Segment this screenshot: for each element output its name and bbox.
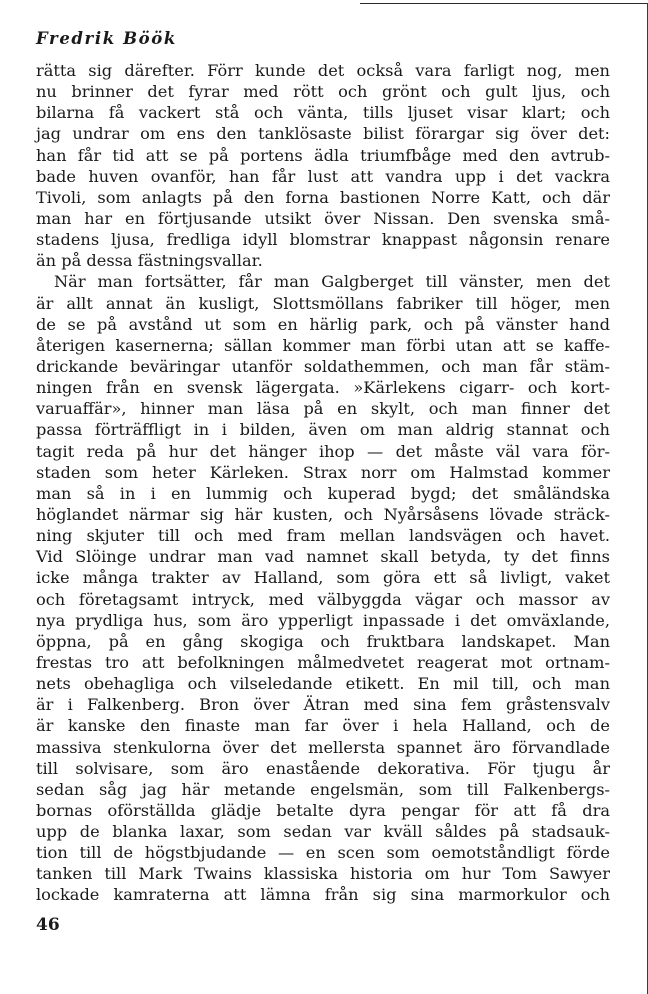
text-line: nets obehagliga och vilseledande etikett. En mil till, och man	[36, 674, 610, 694]
text-line: ning skjuter till och med fram mellan landsvägen och havet.	[36, 526, 610, 546]
text-line: icke många trakter av Halland, som göra ett så livligt, vaket	[36, 568, 610, 588]
text-line: man har en förtjusande utsikt över Nissan. Den svenska små-	[36, 208, 610, 228]
text-line: man så in i en lummig och kuperad bygd; det småländska	[36, 483, 610, 503]
text-line: upp de blanka laxar, som sedan var kväll såldes på stadsauk-	[36, 822, 610, 842]
text-line: staden som heter Kärleken. Strax norr om Halmstad kommer	[36, 462, 610, 482]
running-head: Fredrik Böök	[36, 29, 177, 48]
text-line: till solvisare, som äro enastående dekorativa. För tjugu år	[36, 758, 610, 778]
text-line: drickande beväringar utanför soldathemmen, och man får stäm-	[36, 356, 610, 376]
text-line: frestas tro att befolkningen målmedvetet reagerat mot ortnam-	[36, 652, 610, 672]
text-line: Tivoli, som anlagts på den forna bastionen Norre Katt, och där	[36, 187, 610, 207]
text-line: och företagsamt intryck, med välbyggda vägar och massor av	[36, 589, 610, 609]
top-border-line	[360, 3, 648, 4]
paragraph-start-line: När man fortsätter, får man Galgberget till vänster, men det	[54, 272, 610, 292]
text-line: massiva stenkulorna över det mellersta spannet äro förvandlade	[36, 737, 610, 757]
text-line: lockade kamraterna att lämna från sig sina marmorkulor och	[36, 885, 610, 905]
text-line: Vid Slöinge undrar man vad namnet skall betyda, ty det finns	[36, 547, 610, 567]
text-line: ningen från en svensk lägergata. »Kärlekens cigarr- och kort-	[36, 378, 610, 398]
text-line: är allt annat än kusligt, Slottsmöllans fabriker till höger, men	[36, 293, 610, 313]
text-line: jag undrar om ens den tanklösaste bilist förargar sig över det:	[36, 124, 610, 144]
text-line: passa förträffligt in i bilden, även om man aldrig stannat och	[36, 420, 610, 440]
text-line: sedan såg jag här metande engelsmän, som till Falkenbergs-	[36, 779, 610, 799]
text-line: de se på avstånd ut som en härlig park, och på vänster hand	[36, 314, 610, 334]
text-line: är kanske den finaste man far över i hela Halland, och de	[36, 716, 610, 736]
text-line: tanken till Mark Twains klassiska historia om hur Tom Sawyer	[36, 864, 610, 884]
text-line: tagit reda på hur det hänger ihop — det måste väl vara för-	[36, 441, 610, 461]
paragraph-end-line: än på dessa fästningsvallar.	[36, 251, 263, 271]
text-line: är i Falkenberg. Bron över Ätran med sina fem gråstensvalv	[36, 695, 610, 715]
text-line: bade huven ovanför, han får lust att vandra upp i det vackra	[36, 166, 610, 186]
text-line: rätta sig därefter. Förr kunde det också vara farligt nog, men	[36, 61, 610, 80]
text-line: öppna, på en gång skogiga och fruktbara landskapet. Man	[36, 631, 610, 651]
text-line: stadens ljusa, fredliga idyll blomstrar knappast någonsin renare	[36, 230, 610, 250]
text-line: tion till de högstbjudande — en scen som oemotståndligt förde	[36, 843, 610, 863]
text-line: höglandet närmar sig här kusten, och Nyårsåsens lövade sträck-	[36, 504, 610, 524]
text-line: nya prydliga hus, som äro ypperligt inpassade i det omväxlande,	[36, 610, 610, 630]
text-line: varuaffär», hinner man läsa på en skylt, och man finner det	[36, 399, 610, 419]
page-number: 46	[36, 915, 60, 935]
text-line: återigen kasernerna; sällan kommer man förbi utan att se kaffe-	[36, 335, 610, 355]
text-line: nu brinner det fyrar med rött och grönt och gult ljus, och	[36, 82, 610, 102]
text-line: han får tid att se på portens ädla triumfbåge med den avtrub-	[36, 145, 610, 165]
body-text	[36, 60, 610, 906]
text-line: bornas oförställda glädje betalte dyra pengar för att få dra	[36, 800, 610, 820]
text-line: bilarna få vackert stå och vänta, tills ljuset visar klart; och	[36, 103, 610, 123]
